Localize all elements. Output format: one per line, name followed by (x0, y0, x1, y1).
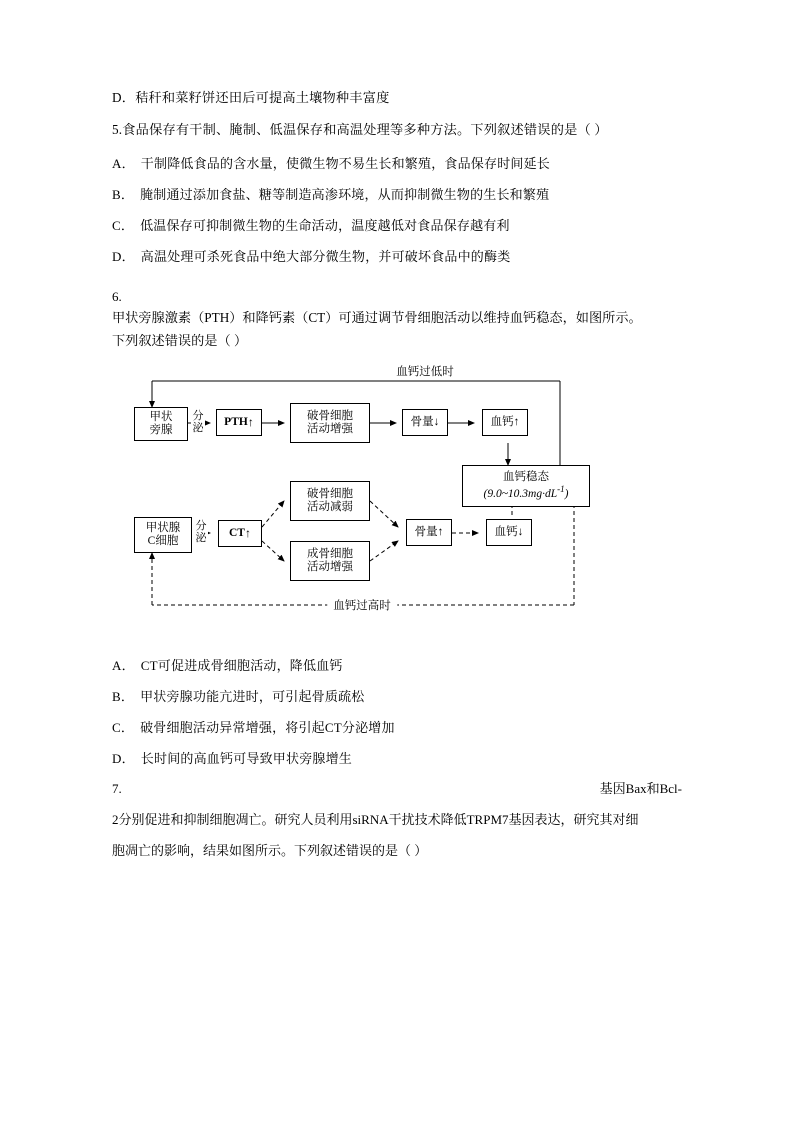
q6-option-d-label: D． (112, 751, 135, 767)
question-6-number: 6. (112, 288, 122, 304)
node-blood-calcium-increase: 血钙 ↑ (482, 409, 528, 436)
question-7-line2: 2分别促进和抑制细胞凋亡。研究人员利用siRNA干扰技术降低TRPM7基因表达，研究其对细 (112, 811, 639, 827)
node-bone-mass-increase: 骨量 ↑ (406, 519, 452, 546)
q5-option-c (112, 215, 682, 234)
node-calcium-homeostasis (462, 465, 590, 507)
q5-option-a (112, 153, 682, 172)
q5-option-b-label: B． (112, 186, 135, 202)
node-thyroid-c-cell: 甲状腺 C细胞 (134, 517, 192, 553)
diagram-label-low-calcium: 血钙过低时 (390, 363, 460, 379)
node-osteoclast-activity-increase: 破骨细胞 活动增强 (290, 403, 370, 443)
page-content (112, 88, 682, 872)
node-bone-mass-decrease: 骨量 ↓ (402, 409, 448, 436)
node-blood-calcium-decrease: 血钙 ↓ (486, 519, 532, 546)
label-secretion-2: 分 泌 (195, 520, 207, 544)
label-secretion-1: 分 泌 (192, 410, 204, 434)
question-7-line3: 胞凋亡的影响，结果如图所示。下列叙述错误的是（ ） (112, 842, 428, 858)
q6-option-d (112, 748, 682, 767)
homeostasis-title: 血钙稳态 (503, 471, 549, 484)
question-5-stem-text: 食品保存有干制、腌制、低温保存和高温处理等多种方法。下列叙述错误的是（ ） (122, 122, 608, 138)
q5-option-a-label: A． (112, 155, 135, 171)
question-7-number: 7. (112, 781, 122, 797)
q6-option-a-text: CT可促进成骨细胞活动，降低血钙 (140, 658, 343, 674)
node-pth: PTH ↑ (216, 409, 262, 436)
q5-option-c-label: C． (112, 217, 135, 233)
node-parathyroid-gland: 甲状 旁腺 (134, 407, 188, 441)
question-5-stem (112, 120, 682, 140)
homeostasis-range: $(9.0\sim 10.3mg\cdot dL^{-1})$ (483, 484, 569, 501)
node-osteoblast-activity-increase: 成骨细胞 活动增强 (290, 541, 370, 581)
question-6-stem-line2: 下列叙述错误的是（ ） (112, 333, 248, 349)
top-option-d: D．秸秆和菜籽饼还田后可提高土壤物种丰富度 (112, 90, 390, 105)
q6-option-b-label: B． (112, 689, 135, 705)
question-5-number: 5. (112, 122, 123, 138)
diagram-label-high-calcium: 血钙过高时 (327, 597, 397, 613)
question-6-stem-line1: 甲状旁腺激素（PTH）和降钙素（CT）可通过调节骨细胞活动以维持血钙稳态，如图所示。 (112, 309, 642, 325)
q5-option-b (112, 184, 682, 203)
question-7-right-fragment: 基因Bax和Bcl- (599, 781, 682, 797)
question-7-line1 (112, 779, 682, 800)
node-ct: CT ↑ (218, 520, 262, 547)
q6-option-d-text: 长时间的高血钙可导致甲状旁腺增生 (140, 751, 352, 767)
q5-option-d-label: D． (112, 248, 135, 264)
q5-option-a-text: 干制降低食品的含水量，使微生物不易生长和繁殖，食品保存时间延长 (140, 155, 550, 171)
q6-option-a-label: A． (112, 658, 135, 674)
q6-option-c (112, 717, 682, 736)
q5-option-d-text: 高温处理可杀死食品中绝大部分微生物，并可破坏食品中的酶类 (140, 248, 511, 264)
q5-option-d (112, 246, 682, 265)
q6-option-b (112, 686, 682, 705)
q6-option-c-label: C． (112, 720, 135, 736)
calcium-homeostasis-diagram (112, 361, 682, 641)
q6-option-a (112, 655, 682, 674)
q5-option-b-text: 腌制通过添加食盐、糖等制造高渗环境，从而抑制微生物的生长和繁殖 (140, 186, 550, 202)
q6-option-b-text: 甲状旁腺功能亢进时，可引起骨质疏松 (140, 689, 365, 705)
q5-option-c-text: 低温保存可抑制微生物的生命活动，温度越低对食品保存越有利 (140, 217, 510, 233)
node-osteoclast-activity-decrease: 破骨细胞 活动减弱 (290, 481, 370, 521)
diagram-connectors (112, 361, 682, 641)
q6-option-c-text: 破骨细胞活动异常增强，将引起CT分泌增加 (140, 720, 395, 736)
